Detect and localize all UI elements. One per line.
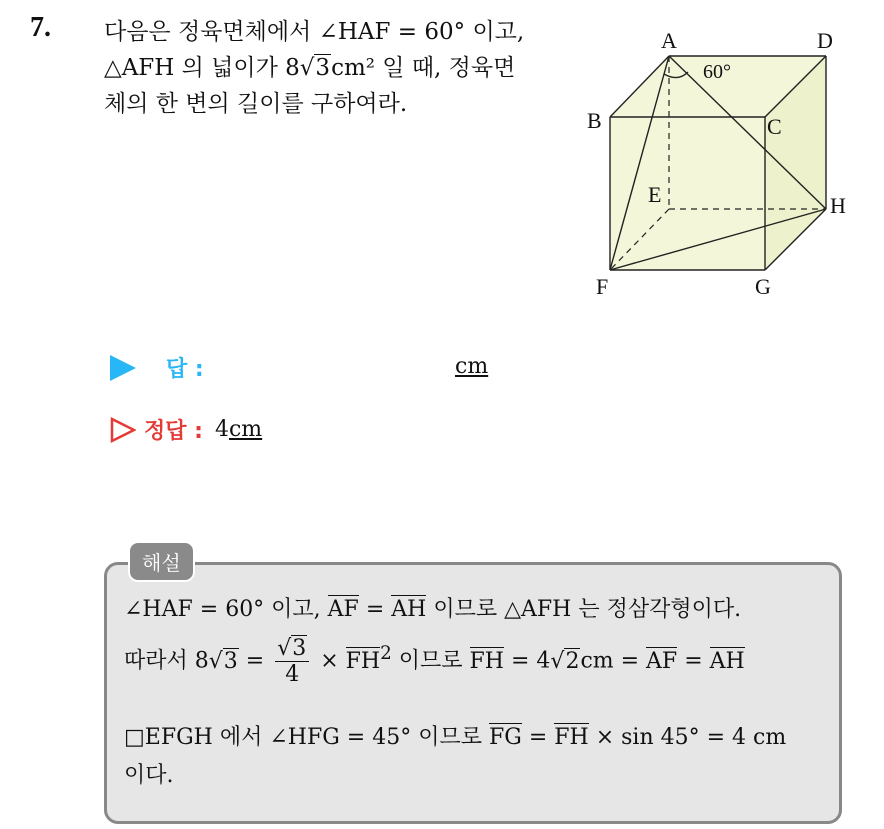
explanation-tag: 해설 xyxy=(128,541,195,582)
expl-l3-a: □EFGH 에서 ∠HFG = 45° 이므로 xyxy=(124,725,489,750)
question-text xyxy=(104,14,564,122)
exponent: 2 xyxy=(380,643,392,665)
question-number: 7. xyxy=(30,12,51,43)
segment-fh-overline: FH xyxy=(345,648,381,674)
expl-l2-eq: = xyxy=(238,648,272,674)
correct-value-unit: cm xyxy=(228,417,263,442)
radicand: 2 xyxy=(565,648,580,674)
expl-l1-b: 이므로 △AFH 는 정삼각형이다. xyxy=(426,597,742,622)
answer-label: 답 : xyxy=(166,357,204,382)
expl-l3-c: × sin 45° = 4 cm xyxy=(588,725,787,750)
expl-l1-eq: = xyxy=(358,597,392,622)
correct-answer-label: 정답 : xyxy=(144,419,203,444)
explanation-line-3 xyxy=(124,720,786,751)
cube-figure xyxy=(575,20,865,305)
expl-l2-b: 이므로 xyxy=(391,648,470,674)
fraction-denominator: 4 xyxy=(285,662,300,687)
label-C: C xyxy=(767,114,782,139)
label-A: A xyxy=(661,28,677,53)
segment-fg-overline: FG xyxy=(488,725,522,750)
answer-row xyxy=(110,352,489,383)
sqrt-symbol: √3 xyxy=(208,648,238,674)
radicand: 3 xyxy=(223,648,238,674)
radicand: 3 xyxy=(315,55,331,81)
segment-af-overline: AF xyxy=(327,597,359,622)
segment-af-overline: AF xyxy=(646,648,678,674)
fraction-numerator: √3 xyxy=(275,636,309,662)
radicand: 3 xyxy=(292,636,307,661)
sqrt-symbol: √2 xyxy=(550,648,580,674)
expl-l2-e: = xyxy=(677,648,710,674)
question-line-2-end: cm² 일 때, 정육면 xyxy=(331,55,516,81)
label-H: H xyxy=(830,193,846,218)
label-D: D xyxy=(817,28,833,53)
label-F: F xyxy=(596,274,609,299)
expl-l2-times: × xyxy=(313,648,346,674)
expl-l1-a: ∠HAF = 60° 이고, xyxy=(124,597,328,622)
outline-triangle-icon xyxy=(110,417,136,443)
expl-l2-d: cm = xyxy=(580,648,647,674)
expl-l3-b: = xyxy=(521,725,555,750)
question-line-2 xyxy=(104,50,564,86)
sqrt-symbol: √3 xyxy=(299,55,331,81)
expl-l2-a: 따라서 8 xyxy=(124,648,209,674)
question-line-3: 체의 한 변의 길이를 구하여라. xyxy=(104,91,408,117)
question-line-1: 다음은 정육면체에서 ∠HAF = 60° 이고, xyxy=(104,19,525,45)
segment-ah-overline: AH xyxy=(391,597,427,622)
explanation-line-1 xyxy=(124,592,741,623)
correct-answer-value xyxy=(215,417,262,442)
expl-l2-c: = 4 xyxy=(503,648,551,674)
explanation-line-4: 이다. xyxy=(124,763,174,788)
angle-label: 60° xyxy=(703,61,731,83)
fraction xyxy=(275,636,309,687)
explanation-line-2 xyxy=(124,636,745,687)
segment-ah-overline: AH xyxy=(709,648,745,674)
label-G: G xyxy=(755,274,771,299)
question-line-2-start: △AFH 의 넓이가 8 xyxy=(104,55,300,81)
label-B: B xyxy=(587,108,602,133)
answer-unit: cm xyxy=(455,354,489,379)
label-E: E xyxy=(648,182,662,207)
correct-answer-row xyxy=(110,414,262,445)
cube-front-face xyxy=(610,117,765,270)
play-triangle-icon xyxy=(110,355,136,381)
segment-fh-overline: FH xyxy=(469,648,504,674)
segment-fh-overline: FH xyxy=(554,725,589,750)
correct-value-number: 4 xyxy=(214,417,229,442)
